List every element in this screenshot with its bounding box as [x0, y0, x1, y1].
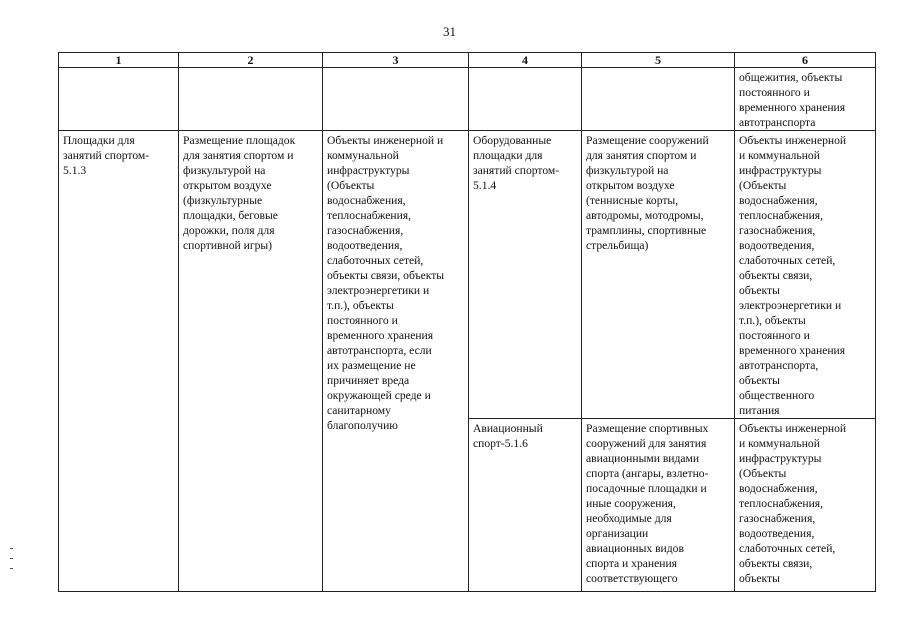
table-cell	[735, 68, 876, 131]
table-cell	[582, 68, 735, 131]
table-cell	[469, 419, 582, 592]
table-cell	[59, 131, 179, 592]
table-cell	[469, 131, 582, 419]
scan-margin-marks	[10, 548, 14, 588]
table-cell	[735, 131, 876, 419]
cell-text: Авиационный спорт-5.1.6	[473, 422, 543, 450]
table-cell	[582, 131, 735, 419]
table-cell	[59, 68, 179, 131]
table-cell	[323, 68, 469, 131]
column-header-2: 2	[179, 53, 323, 68]
page-number: 31	[443, 24, 456, 39]
table-cell	[179, 68, 323, 131]
cell-text: Размещение сооружений для занятия спортом и физкультурой на открытом воздухе (теннисные корты, автодромы, мотодромы, трамплины, спортивные стрельбища)	[586, 134, 709, 252]
column-header-4: 4	[469, 53, 582, 68]
scan-mark	[10, 568, 13, 569]
table-cell	[735, 419, 876, 592]
cell-text: Объекты инженерной и коммунальной инфраструктуры (Объекты водоснабжения, теплоснабжения, газоснабжения, водоотведения, слаботочных сетей, объекты связи, объекты электроэнергетики и т.п.), объекты постоянного и временного хранения автотранспорта, объекты общественного питания	[739, 134, 847, 417]
table-row-continuation	[59, 68, 876, 131]
scan-mark	[10, 558, 13, 559]
column-header-6: 6	[735, 53, 876, 68]
cell-text: Объекты инженерной и коммунальной инфраструктуры (Объекты водоснабжения, теплоснабжения, газоснабжения, водоотведения, слаботочных сетей, объекты связи, объекты электроэнергетики и т.п.), объекты постоянного и временного хранения автотранспорта, если их размещение не причиняет вреда окружающей среде и санитарному благополучию	[327, 134, 445, 432]
column-header-3: 3	[323, 53, 469, 68]
cell-text: Площадки для занятий спортом- 5.1.3	[63, 134, 150, 177]
cell-text: общежития, объекты постоянного и временного хранения автотранспорта	[739, 71, 846, 129]
table-cell	[582, 419, 735, 592]
table-cell	[469, 68, 582, 131]
cell-text: Оборудованные площадки для занятий спортом- 5.1.4	[473, 134, 560, 192]
header-row	[59, 53, 876, 68]
cell-text: Объекты инженерной и коммунальной инфраструктуры (Объекты водоснабжения, теплоснабжения, газоснабжения, водоотведения, слаботочных сетей, объекты связи, объекты	[739, 422, 847, 585]
table-cell	[323, 131, 469, 592]
table-row-sport-grounds	[59, 131, 876, 419]
land-use-table	[58, 52, 876, 592]
table-cell	[179, 131, 323, 592]
column-header-1: 1	[59, 53, 179, 68]
scan-mark	[10, 548, 13, 549]
cell-text: Размещение площадок для занятия спортом и физкультурой на открытом воздухе (физкультурные площадки, беговые дорожки, поля для спортивной игры)	[183, 134, 296, 252]
column-header-5: 5	[582, 53, 735, 68]
cell-text: Размещение спортивных сооружений для занятия авиационными видами спорта (ангары, взлетно- посадочные площадки и иные сооружения, необходимые для организации авиационных видов спорта и хранения соответствующего	[586, 422, 709, 585]
